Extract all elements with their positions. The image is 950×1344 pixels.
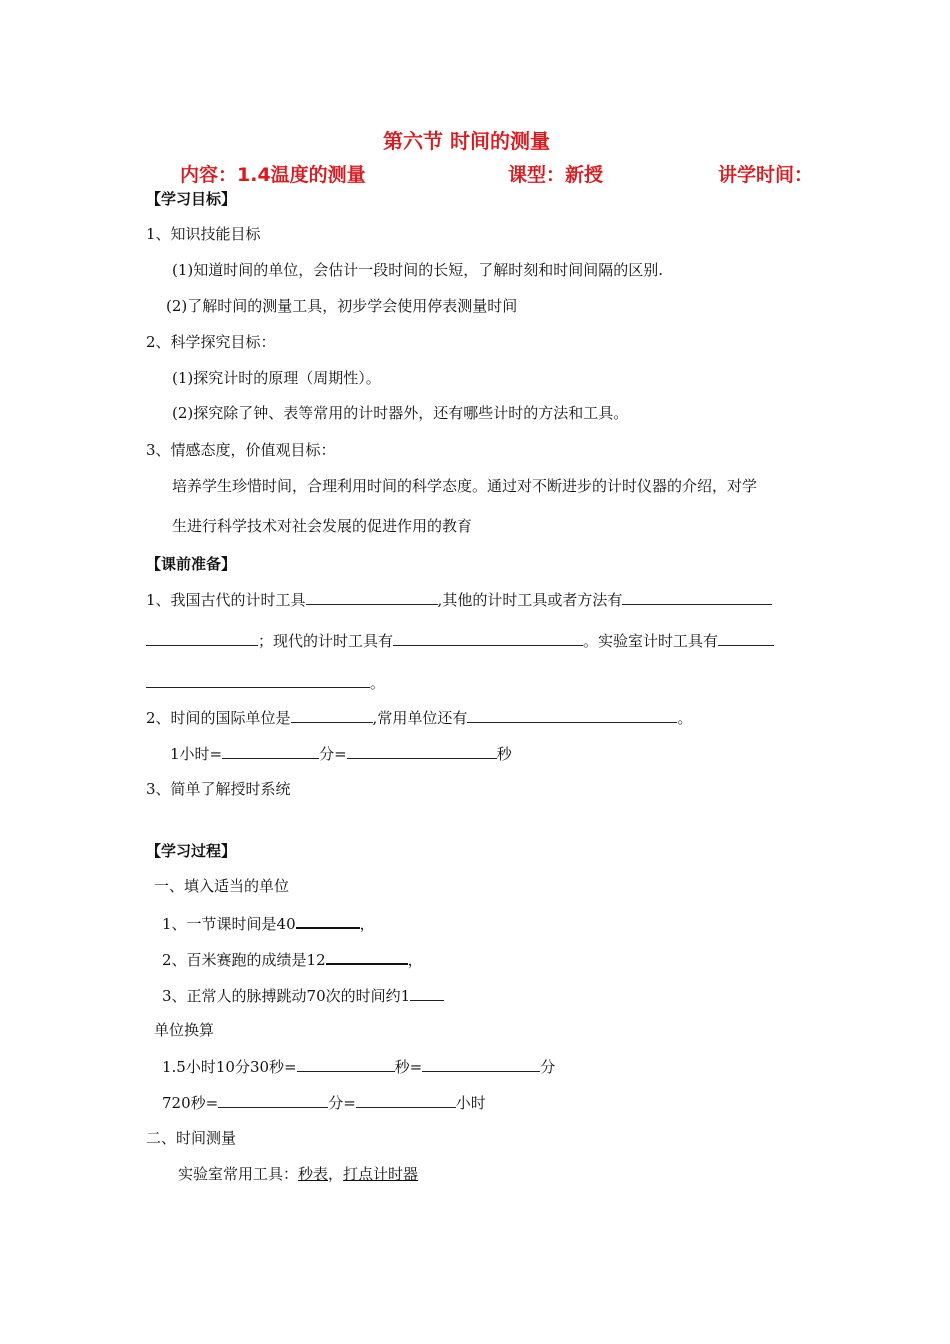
goal-1b: (2)了解时间的测量工具，初步学会使用停表测量时间 — [166, 297, 518, 315]
goal-1: 1、知识技能目标 — [146, 225, 261, 243]
prep-1-label-a: 1、我国古代的计时工具 — [146, 591, 306, 609]
conversion-1-end: 分 — [540, 1058, 556, 1076]
answer-blank[interactable] — [218, 1092, 328, 1108]
conversion-1-mid: 秒= — [394, 1058, 423, 1076]
meta-time: 讲学时间： — [718, 164, 814, 186]
prep-line-4 — [146, 707, 692, 728]
goal-3: 3、情感态度，价值观目标： — [146, 441, 336, 459]
prep-2-label-f: 秒 — [496, 745, 512, 763]
answer-blank[interactable] — [146, 672, 370, 688]
tool-separator: ， — [328, 1165, 344, 1183]
answer-blank[interactable] — [467, 707, 677, 723]
prep-2-label-b: ,常用单位还有 — [372, 709, 468, 727]
question-1-text: 1、一节课时间是40 — [162, 915, 296, 933]
question-1-end: ， — [359, 915, 375, 933]
prep-1-label-d: 。实验室计时工具有 — [583, 632, 719, 650]
prep-2-label-d: 1小时= — [170, 745, 223, 763]
answer-blank[interactable] — [146, 630, 258, 646]
prep-line-5 — [170, 743, 512, 764]
meta-type: 课型：新授 — [508, 164, 604, 186]
section-process-heading: 【学习过程】 — [146, 842, 237, 860]
answer-blank[interactable] — [306, 589, 438, 605]
question-2 — [162, 948, 423, 970]
prep-1-label-b: ,其他的计时工具或者方法有 — [437, 591, 623, 609]
goal-3b: 生进行科学技术对社会发展的促进作用的教育 — [172, 517, 473, 535]
lab-tools-label: 实验室常用工具： — [178, 1165, 299, 1183]
section-prep-heading: 【课前准备】 — [146, 555, 237, 573]
conversion-2-text: 720秒= — [162, 1094, 219, 1112]
conversion-2-mid: 分= — [328, 1094, 356, 1112]
answer-blank[interactable] — [296, 912, 360, 929]
conversion-1 — [162, 1056, 555, 1077]
tool-stopwatch: 秒表 — [298, 1165, 329, 1183]
conversion-2-end: 小时 — [455, 1094, 486, 1112]
answer-blank[interactable] — [347, 743, 497, 759]
tool-ticker-timer: 打点计时器 — [343, 1165, 419, 1183]
answer-blank[interactable] — [291, 707, 373, 723]
question-1 — [162, 912, 375, 934]
prep-1-label-c: ；现代的计时工具有 — [258, 632, 394, 650]
prep-1-label-e: 。 — [370, 674, 386, 692]
meta-content: 内容：1.4温度的测量 — [180, 164, 366, 186]
page-title: 第六节 时间的测量 — [383, 129, 550, 153]
prep-line-1 — [146, 589, 772, 610]
answer-blank[interactable] — [622, 589, 772, 605]
section-goals-heading: 【学习目标】 — [146, 190, 237, 208]
answer-blank[interactable] — [326, 948, 408, 965]
question-2-end: ， — [407, 951, 423, 969]
prep-2-label-c: 。 — [677, 709, 693, 727]
conversion-2 — [162, 1092, 486, 1113]
answer-blank[interactable] — [718, 630, 774, 646]
process-section-1: 一、填入适当的单位 — [154, 877, 290, 895]
process-section-2: 二、时间测量 — [146, 1129, 237, 1147]
prep-line-3 — [146, 672, 385, 693]
answer-blank[interactable] — [356, 1092, 456, 1108]
prep-3: 3、简单了解授时系统 — [146, 780, 291, 798]
question-3-text: 3、正常人的脉搏跳动70次的时间约1 — [162, 987, 411, 1005]
answer-blank[interactable] — [222, 743, 319, 759]
answer-blank[interactable] — [297, 1056, 395, 1072]
prep-2-label-a: 2、时间的国际单位是 — [146, 709, 291, 727]
lab-tools — [178, 1164, 418, 1184]
answer-blank[interactable] — [393, 630, 583, 646]
question-3 — [162, 985, 444, 1006]
answer-blank[interactable] — [410, 985, 444, 1001]
goal-2b: (2)探究除了钟、表等常用的计时器外，还有哪些计时的方法和工具。 — [172, 404, 629, 422]
goal-1a: (1)知道时间的单位，会估计一段时间的长短，了解时刻和时间间隔的区别. — [172, 261, 664, 279]
unit-conversion-heading: 单位换算 — [154, 1021, 215, 1039]
goal-2: 2、科学探究目标： — [146, 333, 276, 351]
prep-2-label-e: 分= — [319, 745, 347, 763]
question-2-text: 2、百米赛跑的成绩是12 — [162, 951, 326, 969]
prep-line-2 — [146, 630, 774, 651]
answer-blank[interactable] — [422, 1056, 540, 1072]
goal-3a: 培养学生珍惜时间，合理利用时间的科学态度。通过对不断进步的计时仪器的介绍，对学 — [172, 477, 758, 495]
conversion-1-text: 1.5小时10分30秒= — [162, 1058, 297, 1076]
goal-2a: (1)探究计时的原理（周期性）。 — [172, 369, 381, 387]
